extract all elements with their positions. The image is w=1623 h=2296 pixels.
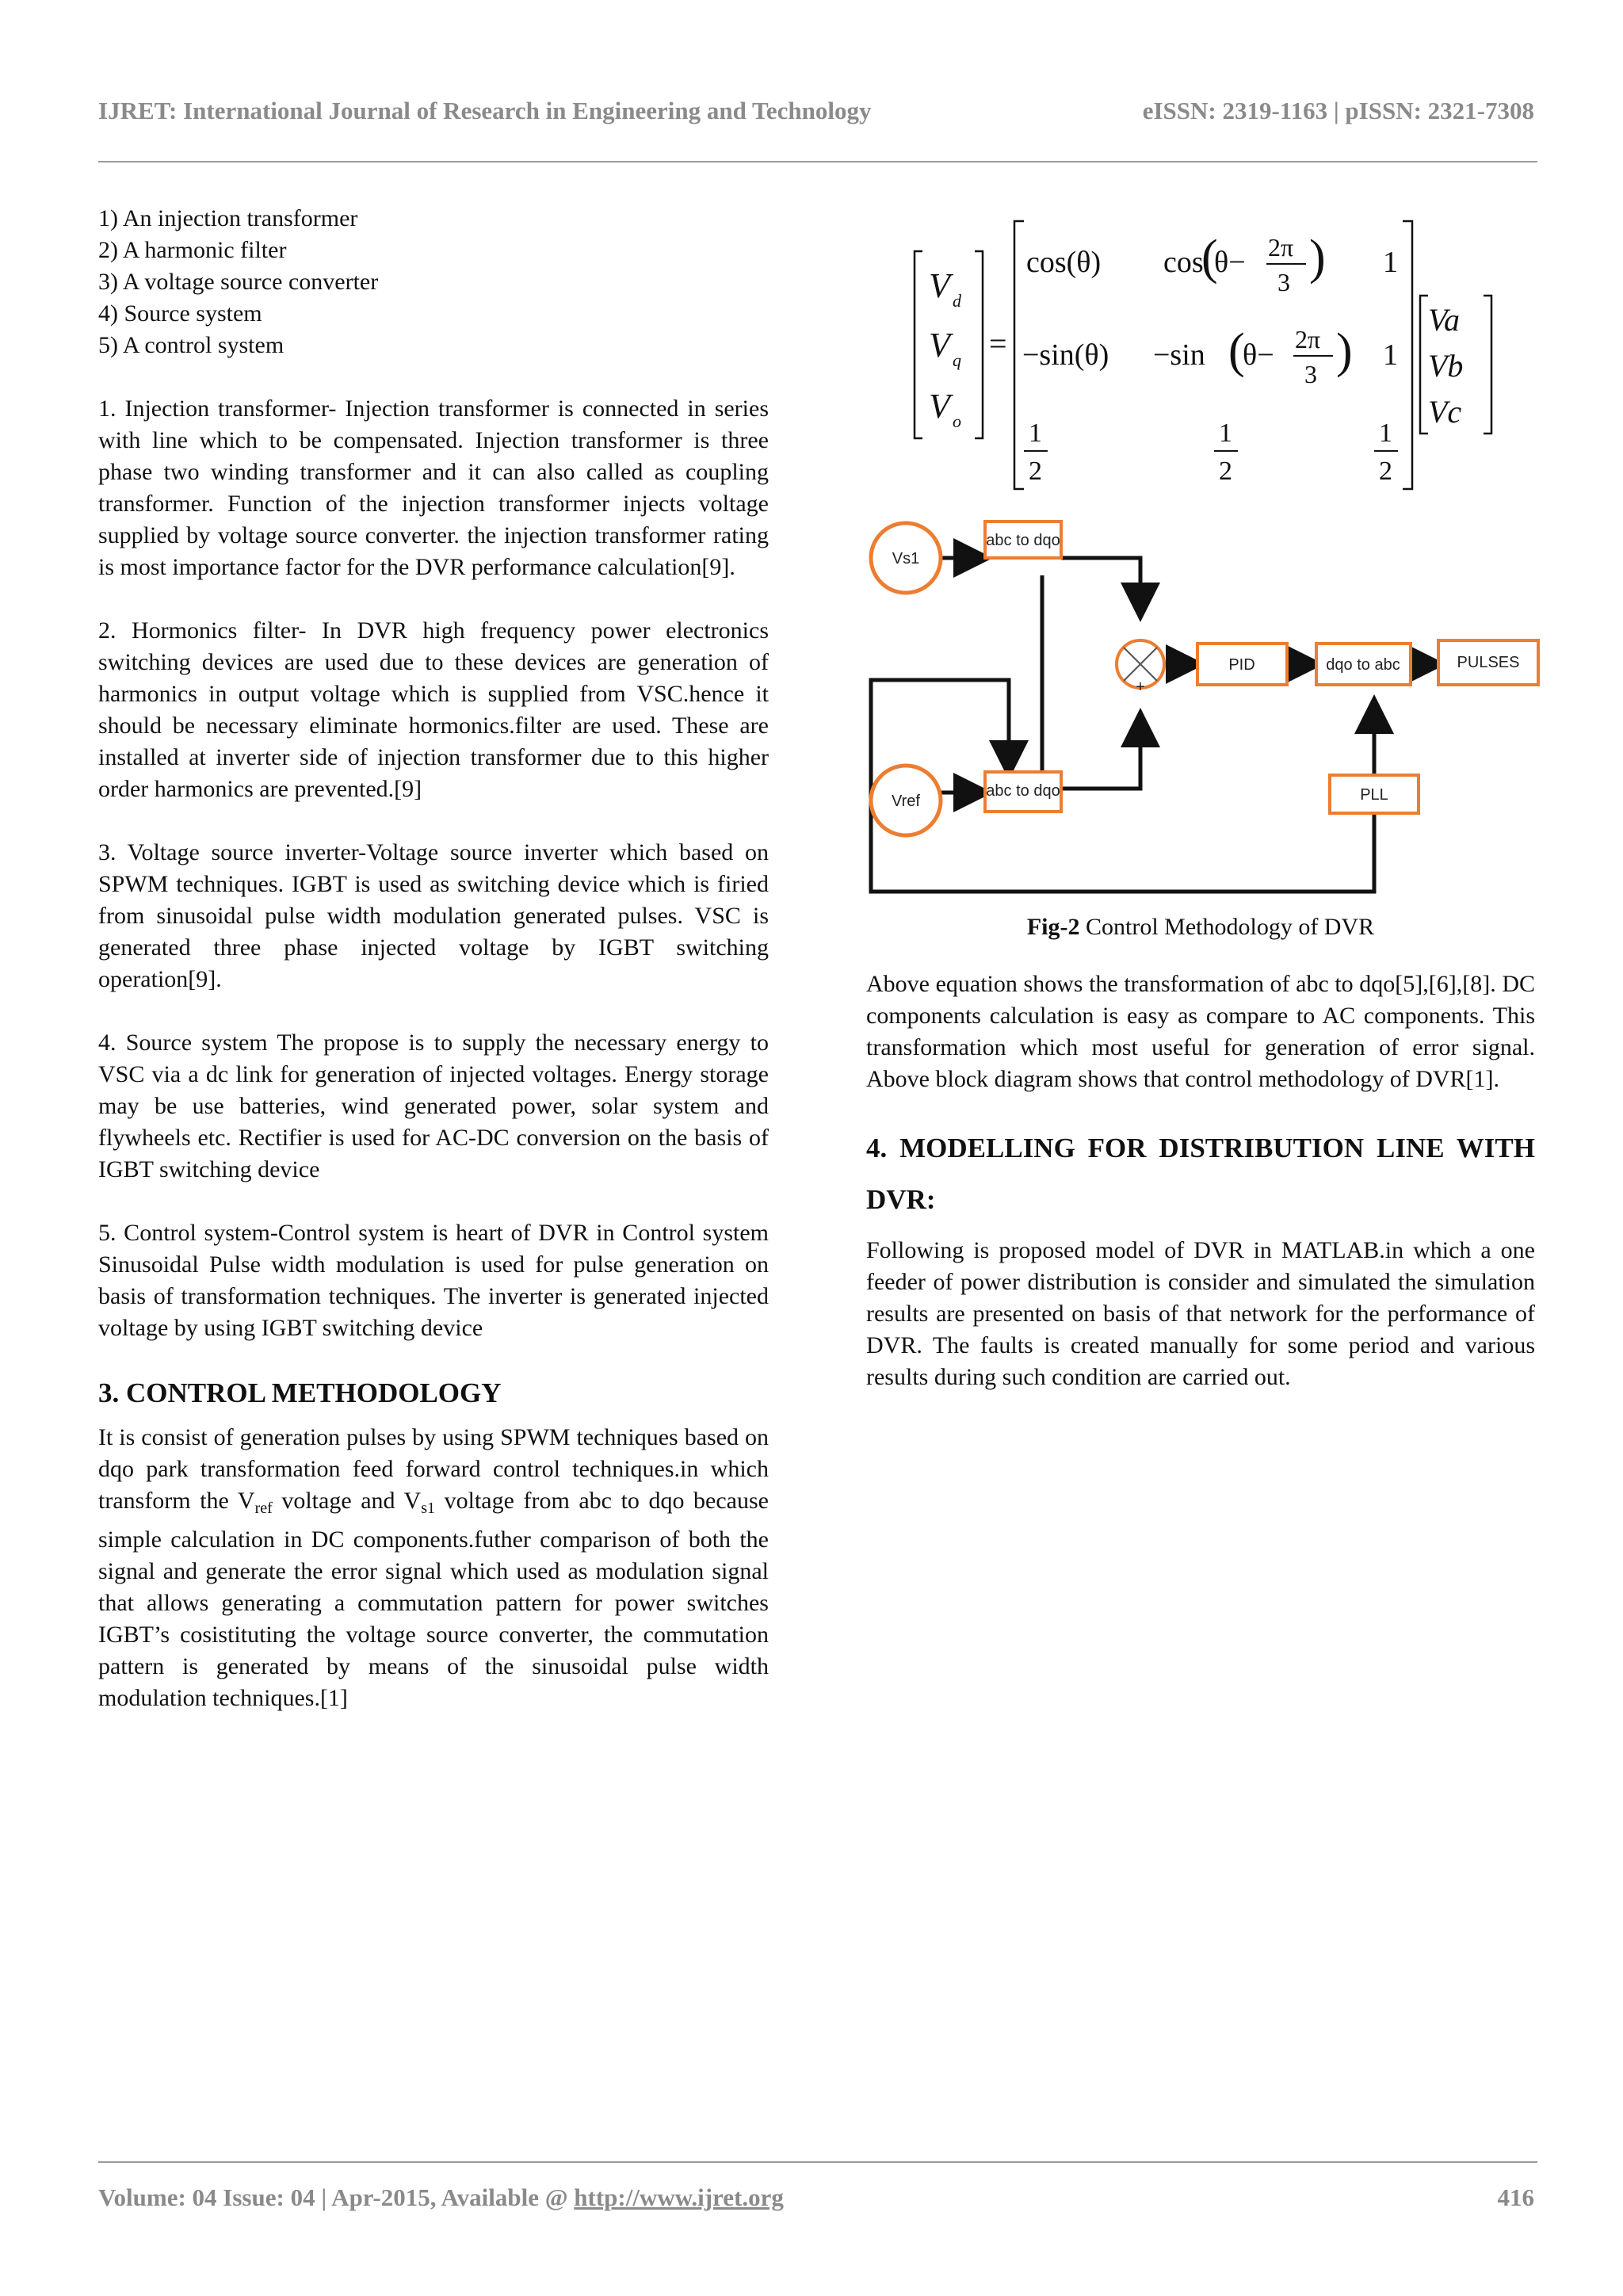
paragraph-harmonic-filter: 2. Hormonics filter- In DVR high frequency power electronics switching devices are used due to these devices are generation of harmonics in output voltage which is supplied from VSC.hence it should be necessary eliminate hormonics.filter are used. These are installed at inverter side of injection transformer due to this higher order harmonics are prevented.[9] <box>98 617 769 802</box>
lhs-vo-sub: o <box>953 411 961 431</box>
component-list <box>98 203 769 361</box>
figure-caption-text: Control Methodology of DVR <box>1079 914 1375 940</box>
figure-caption <box>866 911 1535 943</box>
lhs-vq-sub: q <box>953 350 961 370</box>
plus-sign: + <box>1136 678 1145 696</box>
pll-label: PLL <box>1360 786 1388 804</box>
figure-label: Fig-2 <box>1026 914 1080 940</box>
control-block-diagram <box>866 507 1541 907</box>
paren-left: ( <box>1201 231 1218 285</box>
paragraph-source-system: 4. Source system The propose is to supply the necessary energy to VSC via a dc link for generation of injected voltages. Energy storage may be use batteries, wind generated power, solar system and flywheels etc. Rectifier is used for AC-DC conversion on the basis of IGBT switching device <box>98 1030 769 1182</box>
list-item: 5) A control system <box>98 332 285 358</box>
subscript-s1: s1 <box>421 1499 436 1517</box>
paren-right: ) <box>1336 324 1353 378</box>
paragraph-injection-transformer: 1. Injection transformer- Injection transformer is connected in series with line which to be compensated. Injection transformer is three phase two winding transformer and it can also called as coupling transformer. Function of the injection transformer injects voltage supplied by voltage source converter. the injection transformer rating is most importance factor for the DVR performance calculation[9]. <box>98 395 769 580</box>
rhs-vb: Vb <box>1428 348 1464 384</box>
footer-rule <box>98 2161 1537 2163</box>
m13: 1 <box>1383 246 1398 279</box>
list-item: 4) Source system <box>98 300 262 327</box>
m12-arg: θ− <box>1214 246 1246 279</box>
paragraph-above-equation: Above equation shows the transformation of abc to dqo[5],[6],[8]. DC components calculation is easy as compare to AC components. This transformation which most useful for generation of error signal. Above block diagram shows that control methodology of DVR[1]. <box>866 971 1535 1092</box>
rhs-vc: Vc <box>1428 394 1462 430</box>
issn: eISSN: 2319-1163 | pISSN: 2321-7308 <box>1142 97 1534 124</box>
m31-den: 2 <box>1029 457 1042 486</box>
m32-den: 2 <box>1219 457 1232 486</box>
lhs-vq: V <box>929 326 950 365</box>
paragraph-voltage-source-inverter: 3. Voltage source inverter-Voltage source inverter which based on SPWM techniques. IGBT is used as switching device which is firied from sinusoidal pulse width modulation generated pulses. VSC is generated three phase injected voltage by IGBT switching operation[9]. <box>98 839 769 992</box>
right-column <box>866 911 1535 1393</box>
lhs-vd-sub: d <box>953 291 961 311</box>
paren-right: ) <box>1309 231 1326 285</box>
m12-den: 3 <box>1277 268 1290 296</box>
m22-sin: −sin <box>1153 338 1205 372</box>
m21: −sin(θ) <box>1022 338 1109 372</box>
journal-link[interactable]: http://www.ijret.org <box>574 2183 784 2211</box>
paren-left: ( <box>1228 324 1245 378</box>
pulses-label: PULSES <box>1457 654 1520 671</box>
text-segment: It is consist of generation pulses by using SPWM techniques based on dqo park transformation feed forward control techniques.in which transform the V <box>98 1424 769 1514</box>
subscript-ref: ref <box>254 1499 273 1517</box>
rhs-va: Va <box>1428 302 1460 338</box>
m22-num: 2π <box>1295 325 1321 353</box>
vref-label: Vref <box>892 793 920 810</box>
journal-title: IJRET: International Journal of Research in Engineering and Technology <box>98 97 872 124</box>
text-segment: voltage from abc to dqo because simple calculation in DC components.futher comparison of both the signal and generate the error signal which used as modulation signal that allows generating a commutation pattern for power switches IGBT’s cosistituting the voltage source converter, the commutation pattern is generated by means of the sinusoidal pulse width modulation techniques.[1] <box>98 1488 769 1711</box>
header-rule <box>98 161 1537 162</box>
pid-label: PID <box>1228 656 1255 674</box>
equals-sign: = <box>989 326 1007 361</box>
text-segment: voltage and V <box>272 1488 422 1514</box>
list-item: 3) A voltage source converter <box>98 269 379 295</box>
m22-den: 3 <box>1304 360 1317 388</box>
m33-den: 2 <box>1379 457 1392 486</box>
m22-arg: θ− <box>1243 338 1274 372</box>
list-item: 2) A harmonic filter <box>98 237 287 263</box>
paragraph-control-methodology <box>98 1422 769 1714</box>
m31-num: 1 <box>1029 418 1042 448</box>
park-transform-equation <box>911 210 1498 495</box>
lhs-vo: V <box>929 387 950 426</box>
m12-cos: cos <box>1163 246 1204 279</box>
m23: 1 <box>1383 338 1398 372</box>
m32-num: 1 <box>1219 418 1232 448</box>
running-footer <box>98 2183 1534 2223</box>
m12-num: 2π <box>1268 233 1294 262</box>
paragraph-control-system: 5. Control system-Control system is heart of DVR in Control system Sinusoidal Pulse width modulation is used for pulse generation on basis of transformation techniques. The inverter is generated injected voltage by using IGBT switching device <box>98 1220 769 1341</box>
running-header <box>98 97 1534 141</box>
vs1-label: Vs1 <box>892 550 920 567</box>
footer-volume-text: Volume: 04 Issue: 04 | Apr-2015, Available @ <box>98 2183 575 2211</box>
section-heading-modelling: 4. MODELLING FOR DISTRIBUTION LINE WITH DVR: <box>866 1133 1535 1215</box>
section-heading-control-methodology: 3. CONTROL METHODOLOGY <box>98 1377 502 1408</box>
m11: cos(θ) <box>1026 246 1102 279</box>
dqo-to-abc-label: dqo to abc <box>1326 656 1400 674</box>
m33-num: 1 <box>1379 418 1392 448</box>
lhs-vd: V <box>929 266 950 305</box>
abc-to-dqo-label-bottom: abc to dqo <box>986 782 1060 800</box>
paragraph-following: Following is proposed model of DVR in MATLAB.in which a one feeder of power distribution is consider and simulated the simulation results are presented on basis of that network for the performance of DVR. The faults is created manually for some period and various results during such condition are carried out. <box>866 1237 1535 1390</box>
footer-volume <box>98 2183 784 2212</box>
list-item: 1) An injection transformer <box>98 205 358 231</box>
abc-to-dqo-label-top: abc to dqo <box>986 532 1060 549</box>
page-number: 416 <box>1497 2183 1534 2211</box>
left-column <box>98 203 769 1714</box>
